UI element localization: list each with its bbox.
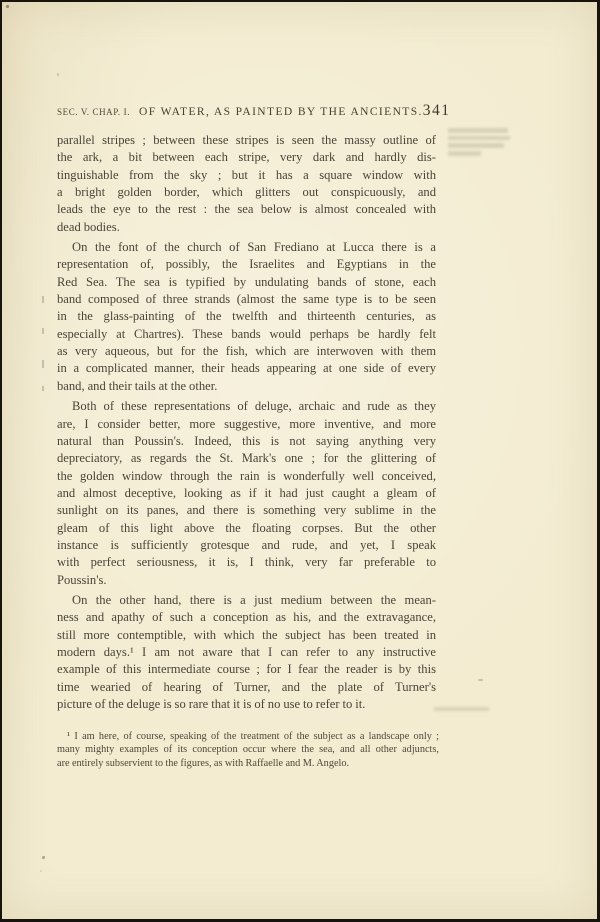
page-number: 341 [422, 102, 451, 119]
scan-speck [57, 73, 59, 76]
scan-crease-mark [42, 328, 44, 334]
section-chapter-label: SEC. V. CHAP. I. [57, 107, 131, 117]
text-line: parallel stripes ; between these stripes is seen the massy outline of [57, 133, 436, 147]
text-line: and almost deceptive, looking as if it had just caught a gleam of [57, 485, 436, 500]
text-line: are entirely subservient to the figures, as with Raffaelle and M. Angelo. [57, 757, 350, 769]
scan-crease-mark [42, 386, 44, 391]
text-line: the ark, a bit between each stripe, very dark and hardly dis- [57, 150, 436, 165]
bleed-through-mark [448, 143, 504, 148]
scan-crease-mark [42, 360, 44, 368]
footnote [57, 730, 439, 770]
text-line: gleam of this light above the floating corpses. But the other [57, 520, 436, 535]
bleed-through-mark [434, 707, 489, 711]
paragraph [57, 398, 436, 589]
scan-speck [40, 870, 42, 872]
page-body [57, 132, 436, 716]
running-head [57, 102, 451, 120]
text-line: in the glass-painting of the twelfth and thirteenth centuries, as [57, 309, 436, 324]
text-line: depreciatory, as regards the St. Mark's one ; for the glittering of [57, 451, 436, 466]
text-line: dead bodies. [57, 219, 120, 234]
text-line: band composed of three strands (almost the same type is to be seen [57, 292, 436, 307]
text-line: Both of these representations of deluge, archaic and rude as they [72, 399, 436, 414]
text-line: tinguishable from the sky ; but it has a square window with [57, 167, 436, 182]
text-line: ¹ I am here, of course, speaking of the treatment of the subject as a landscape only ; [67, 731, 439, 742]
text-line: natural than Poussin's. Indeed, this is not saying anything very [57, 433, 436, 448]
text-line: still more contemptible, with which the subject has been treated in [57, 627, 436, 642]
bleed-through-mark [448, 151, 481, 156]
text-line: in a complicated manner, their heads appearing at one side of every [57, 361, 436, 376]
text-line: On the font of the church of San Frediano at Lucca there is a [72, 240, 436, 255]
scan-speck [6, 5, 9, 8]
text-line: instance is sufficiently grotesque and rude, and yet, I speak [57, 537, 436, 552]
text-line: leads the eye to the rest : the sea below is almost concealed with [57, 202, 436, 217]
text-line: band, and their tails at the other. [57, 378, 218, 393]
text-line: as very aqueous, but for the fish, which are interwoven with them [57, 344, 436, 359]
text-line: especially at Chartres). These bands would perhaps be hardly felt [57, 326, 436, 341]
text-line: time wearied of hearing of Turner, and the plate of Turner's [57, 679, 436, 694]
text-line: are, I consider better, more suggestive, more inventive, and more [57, 416, 436, 431]
text-line: On the other hand, there is a just medium between the mean- [72, 592, 436, 607]
text-line: modern days.¹ I am not aware that I can refer to any instructive [57, 644, 436, 659]
text-line: sunlight on its panes, and there is something very sublime in the [57, 503, 436, 518]
paragraph [57, 239, 436, 395]
text-line: the golden window through the rain is wonderfully well conceived, [57, 468, 436, 483]
bleed-through-mark [448, 136, 510, 141]
paragraph [57, 132, 436, 236]
text-line: representation of, possibly, the Israelites and Egyptians in the [57, 257, 436, 272]
text-line: Poussin's. [57, 572, 107, 587]
text-line: a bright golden border, which glitters out conspicuously, and [57, 185, 436, 200]
text-line: with perfect seriousness, it is, I think, very far preferable to [57, 555, 436, 570]
text-line: many mighty examples of its conception occur where the sea, and all other adjuncts, [57, 744, 439, 756]
paragraph [57, 592, 436, 713]
bleed-through-marks [448, 128, 510, 159]
scan-speck [42, 856, 45, 859]
running-title: OF WATER, AS PAINTED BY THE ANCIENTS. [139, 106, 423, 118]
scan-crease-mark [42, 296, 44, 303]
bleed-through-mark [448, 128, 508, 133]
text-line: picture of the deluge is so rare that it is of no use to refer to it. [57, 697, 366, 711]
text-line: ness and apathy of such a conception as his, and the extravagance, [57, 610, 436, 625]
text-line: Red Sea. The sea is typified by undulating bands of stone, each [57, 274, 436, 289]
scan-speck [478, 679, 483, 681]
text-line: example of this intermediate course ; for I fear the reader is by this [57, 662, 436, 677]
